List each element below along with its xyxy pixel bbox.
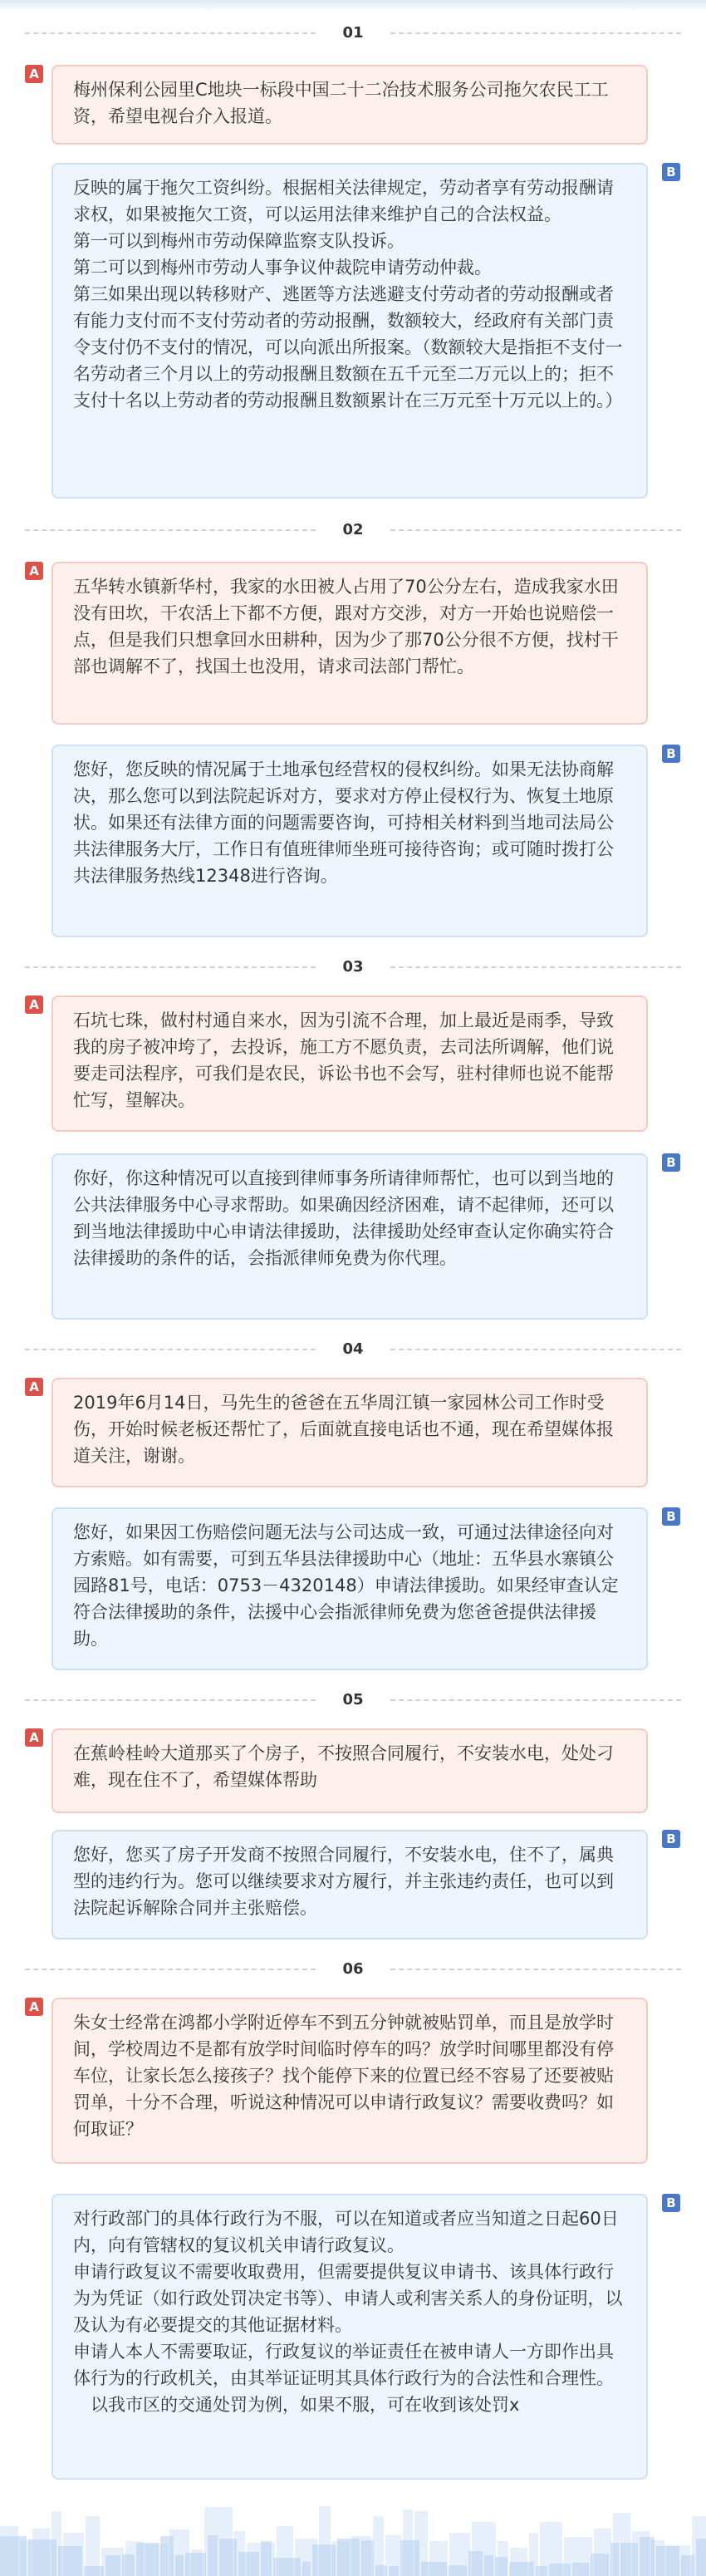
skyline-building bbox=[549, 2564, 571, 2576]
answer-box bbox=[51, 1507, 648, 1670]
skyline-building bbox=[219, 2539, 237, 2576]
answer-box bbox=[51, 2194, 648, 2480]
question-text: 朱女士经常在鸿都小学附近停车不到五分钟就被贴罚单，而且是放学时间，学校周边不是都有放学时间临时停车的吗？放学时间哪里都没有停车位，让家长怎么接孩子？找个能停下来的位置已经不容易了还要被贴罚单，十分不合理，听说这种情况可以申请行政复议？需要收费吗？如何取证？ bbox=[73, 2013, 614, 2139]
top-glow bbox=[0, 0, 706, 12]
question-badge: A bbox=[25, 65, 43, 83]
question-text: 2019年6月14日，马先生的爸爸在五华周江镇一家园林公司工作时受伤，开始时候老板还帮忙了，后面就直接电话也不通，现在希望媒体报道关注，谢谢。 bbox=[73, 1393, 614, 1466]
question-box bbox=[51, 1728, 648, 1813]
answer-box bbox=[51, 1830, 648, 1939]
section-divider-03 bbox=[25, 957, 681, 977]
answer-paragraph: 第一可以到梅州市劳动保障监察支队投诉。 bbox=[73, 231, 404, 251]
answer-badge: B bbox=[662, 1153, 680, 1172]
skyline-building bbox=[185, 2553, 206, 2576]
skyline-building bbox=[0, 2536, 27, 2576]
answer-paragraph: 你好，你这种情况可以直接到律师事务所请律师帮忙，也可以到当地的公共法律服务中心寻求帮助。如果确因经济困难，请不起律师，还可以到当地法律援助中心申请法律援助，法律援助处经审查认定你确实符合法律援助的条件的话，会指派律师免费为你代理。 bbox=[73, 1168, 614, 1268]
answer-box bbox=[51, 1153, 648, 1320]
answer-badge: B bbox=[662, 745, 680, 763]
section-number: 02 bbox=[342, 521, 364, 538]
skyline-building bbox=[160, 2536, 174, 2576]
skyline-building bbox=[122, 2554, 135, 2576]
city-skyline-decoration bbox=[0, 2501, 706, 2576]
question-text: 在蕉岭桂岭大道那买了个房子，不按照合同履行，不安装水电，处处刁难，现在住不了，希望媒体帮助 bbox=[73, 1743, 614, 1790]
section-divider-06 bbox=[25, 1959, 681, 1979]
skyline-building bbox=[400, 2540, 419, 2576]
question-badge: A bbox=[25, 995, 43, 1014]
answer-badge: B bbox=[662, 163, 680, 181]
answer-badge: B bbox=[662, 1507, 680, 1526]
question-text: 石坑七珠，做村村通自来水，因为引流不合理，加上最近是雨季，导致我的房子被冲垮了，去投诉，施工方不愿负责，去司法所调解，他们说要走司法程序，可我们是农民，诉讼书也不会写，驻村律师也说不能帮忙写，望解决。 bbox=[73, 1010, 614, 1110]
question-box bbox=[51, 562, 648, 725]
question-box bbox=[51, 65, 648, 145]
answer-paragraph: 以我市区的交通处罚为例，如果不服，可在收到该处罚x bbox=[91, 2395, 520, 2415]
question-badge: A bbox=[25, 562, 43, 580]
skyline-building bbox=[302, 2562, 311, 2576]
question-text: 五华转水镇新华村，我家的水田被人占用了70公分左右，造成我家水田没有田坎，干农活上下都不方便，跟对方交涉，对方一开始也说赔偿一点，但是我们只想拿回水田耕种，因为少了那70公分很不方便，找村干部也调解不了，找国土也没用，请求司法部门帮忙。 bbox=[73, 577, 619, 676]
section-number: 06 bbox=[342, 1960, 364, 1978]
skyline-building bbox=[449, 2565, 467, 2576]
question-badge: A bbox=[25, 1728, 43, 1747]
skyline-building bbox=[696, 2539, 706, 2576]
question-text: 梅州保利公园里C地块一标段中国二十二冶技术服务公司拖欠农民工工资，希望电视台介入报道。 bbox=[73, 80, 609, 126]
skyline-building bbox=[105, 2555, 120, 2576]
section-divider-02 bbox=[25, 520, 681, 540]
skyline-building bbox=[468, 2551, 483, 2576]
question-badge: A bbox=[25, 1378, 43, 1396]
skyline-building bbox=[273, 2558, 301, 2576]
skyline-building bbox=[572, 2563, 589, 2576]
section-number: 04 bbox=[342, 1340, 364, 1358]
answer-box bbox=[51, 745, 648, 937]
skyline-building bbox=[640, 2537, 655, 2576]
skyline-building bbox=[509, 2562, 534, 2576]
skyline-building bbox=[208, 2535, 218, 2576]
answer-badge: B bbox=[662, 2194, 680, 2212]
skyline-building bbox=[536, 2566, 547, 2576]
question-box bbox=[51, 995, 648, 1132]
section-number: 01 bbox=[342, 24, 364, 42]
answer-paragraph: 对行政部门的具体行政行为不服，可以在知道或者应当知道之日起60日内，向有管辖权的复议机关申请行政复议。 bbox=[73, 2209, 619, 2255]
skyline-building bbox=[312, 2544, 336, 2576]
answer-paragraph: 您好，您买了房子开发商不按照合同履行，不安装水电，住不了，属典型的违约行为。您可以继续要求对方履行，并主张违约责任，也可以到法院起诉解除合同并主张赔偿。 bbox=[73, 1845, 614, 1918]
skyline-building bbox=[591, 2554, 609, 2576]
section-divider-04 bbox=[25, 1340, 681, 1359]
answer-paragraph: 您好，如果因工伤赔偿问题无法与公司达成一致，可通过法律途径向对方索赔。如有需要，可到五华县法律援助中心（地址：五华县水寨镇公园路81号，电话：0753－4320148）申请法律援助。如果经审查认定符合法律援助的条件，法援中心会指派律师免费为您爸爸提供法律援助。 bbox=[73, 1522, 619, 1649]
answer-badge: B bbox=[662, 1830, 680, 1848]
answer-box bbox=[51, 163, 648, 499]
skyline-building bbox=[495, 2557, 507, 2576]
answer-paragraph: 您好，您反映的情况属于土地承包经营权的侵权纠纷。如果无法协商解决，那么您可以到法院起诉对方，要求对方停止侵权行为、恢复土地原状。如果还有法律方面的问题需要咨询，可持相关材料到当地司法局公共法律服务大厅，工作日有值班律师坐班可接待咨询；或可随时拨打公共法律服务热线12348进行咨询。 bbox=[73, 760, 614, 886]
answer-paragraph: 反映的属于拖欠工资纠纷。根据相关法律规定，劳动者享有劳动报酬请求权，如果被拖欠工资，可以运用法律来维护自己的合法权益。 bbox=[73, 178, 614, 224]
skyline-building bbox=[421, 2562, 447, 2576]
question-box bbox=[51, 1378, 648, 1487]
skyline-building bbox=[58, 2546, 82, 2576]
skyline-building bbox=[337, 2539, 360, 2576]
skyline-building bbox=[681, 2555, 694, 2576]
answer-paragraph: 申请行政复议不需要收取费用，但需要提供复议申请书、该具体行政行为为凭证（如行政处罚决定书等）、申请人或利害关系人的身份证明，以及认为有必要提交的其他证据材料。 bbox=[73, 2262, 623, 2335]
skyline-building bbox=[261, 2541, 272, 2576]
skyline-building bbox=[28, 2539, 56, 2576]
skyline-building bbox=[610, 2543, 619, 2576]
section-number: 05 bbox=[342, 1691, 364, 1708]
question-box bbox=[51, 1998, 648, 2164]
question-badge: A bbox=[25, 1998, 43, 2016]
answer-paragraph: 第三如果出现以转移财产、逃匿等方法逃避支付劳动者的劳动报酬或者有能力支付而不支付劳动者的劳动报酬，数额较大，经政府有关部门责令支付仍不支付的情况，可以向派出所报案。（数额较大是指拒不支付一名劳动者三个月以上的劳动报酬且数额在五千元至二万元以上的；拒不支付十名以上劳动者的劳动报酬且数额累计在三万元至十万元以上的。） bbox=[73, 284, 623, 410]
answer-paragraph: 申请人本人不需要取证，行政复议的举证责任在被申请人一方即作出具体行为的行政机关，由其举证证明其具体行政行为的合法性和合理性。 bbox=[73, 2342, 614, 2388]
section-number: 03 bbox=[342, 958, 364, 976]
skyline-building bbox=[484, 2555, 493, 2576]
skyline-building bbox=[375, 2565, 387, 2576]
skyline-building bbox=[620, 2543, 638, 2576]
answer-paragraph: 第二可以到梅州市劳动人事争议仲裁院申请劳动仲裁。 bbox=[73, 258, 492, 278]
skyline-building bbox=[84, 2566, 104, 2576]
skyline-building bbox=[238, 2552, 259, 2576]
skyline-building bbox=[136, 2543, 159, 2576]
skyline-building bbox=[389, 2566, 399, 2576]
skyline-building bbox=[175, 2555, 184, 2576]
section-divider-01 bbox=[25, 23, 681, 43]
skyline-building bbox=[361, 2540, 374, 2576]
skyline-building bbox=[656, 2546, 679, 2576]
section-divider-05 bbox=[25, 1690, 681, 1710]
